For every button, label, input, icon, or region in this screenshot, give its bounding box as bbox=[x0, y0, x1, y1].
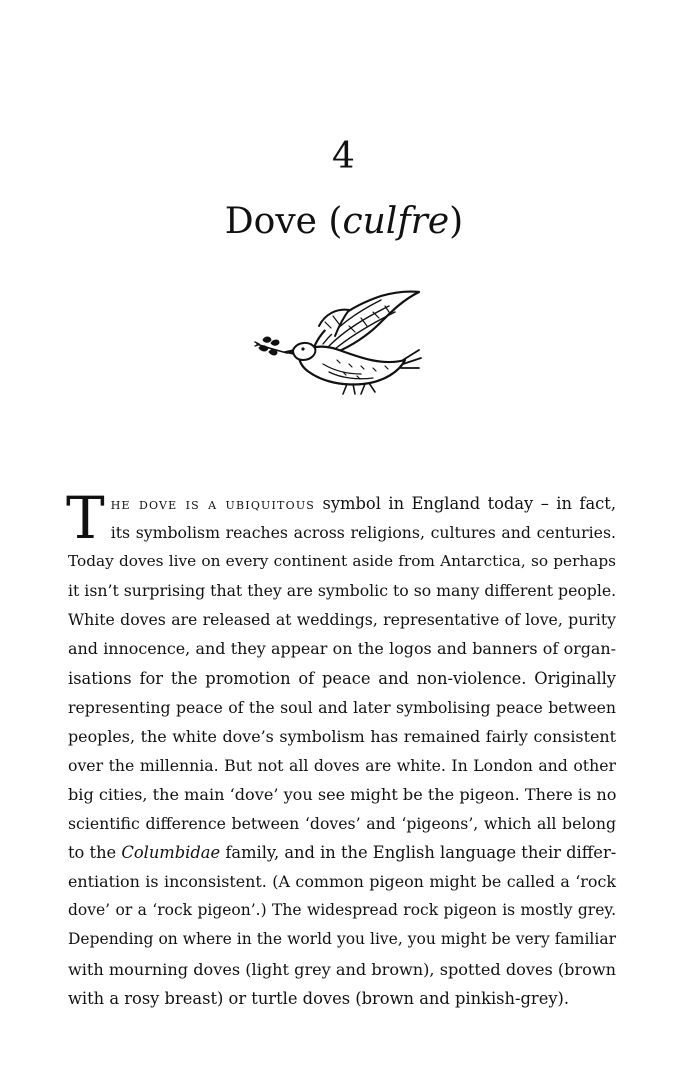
body-line-2: its symbolism reaches across religions, cultures and centuries. bbox=[110, 523, 616, 543]
body-line-5: White doves are released at weddings, representative of love, purity bbox=[68, 610, 616, 630]
dove-with-olive-branch-icon bbox=[253, 286, 423, 398]
body-line-7: isations for the promotion of peace and non-violence. Originally bbox=[68, 668, 616, 688]
drop-cap: T bbox=[66, 484, 105, 552]
body-line-1-text: symbol in England today – in fact, bbox=[315, 494, 616, 513]
body-line-12: scientific difference between ‘doves’ and ‘pigeons’, which all belong bbox=[68, 814, 616, 834]
body-line-8: representing peace of the soul and later symbolising peace between bbox=[68, 697, 616, 717]
body-line-3: Today doves live on every continent aside from Antarctica, so perhaps bbox=[68, 552, 616, 571]
body-line-17: with mourning doves (light grey and brown), spotted doves (brown bbox=[68, 959, 616, 979]
body-line-9: peoples, the white dove’s symbolism has remained fairly consistent bbox=[68, 726, 616, 746]
body-line-14: entiation is inconsistent. (A common pigeon might be called a ‘rock bbox=[68, 872, 616, 892]
body-line-13-prefix: to the bbox=[68, 843, 122, 863]
body-line-4: it isn’t surprising that they are symbolic to so many different people. bbox=[68, 581, 617, 601]
chapter-title-italic: culfre bbox=[342, 201, 450, 242]
opening-small-caps: he dove is a ubiquitous bbox=[110, 495, 316, 513]
columbidae-term: Columbidae bbox=[121, 843, 221, 863]
chapter-title-paren-open: ( bbox=[328, 201, 343, 242]
body-line-15: dove’ or a ‘rock pigeon’.) The widespread rock pigeon is mostly grey. bbox=[68, 901, 616, 920]
chapter-title-paren-close: ) bbox=[449, 201, 464, 242]
body-line-6: and innocence, and they appear on the logos and banners of organ- bbox=[68, 639, 616, 659]
chapter-title-main: Dove bbox=[224, 201, 329, 242]
body-line-13-text: family, and in the English language their differ- bbox=[225, 843, 617, 863]
body-line-11: big cities, the main ‘dove’ you see might be the pigeon. There is no bbox=[68, 784, 617, 804]
body-line-13 bbox=[68, 838, 616, 867]
body-line-16: Depending on where in the world you live, you might be very familiar bbox=[68, 930, 616, 949]
body-text bbox=[66, 484, 617, 1013]
chapter-number: 4 bbox=[332, 136, 356, 177]
body-line-10: over the millennia. But not all doves are white. In London and other bbox=[68, 755, 616, 775]
chapter-title bbox=[0, 196, 688, 248]
body-line-18: with a rosy breast) or turtle doves (brown and pinkish-grey). bbox=[68, 988, 570, 1008]
